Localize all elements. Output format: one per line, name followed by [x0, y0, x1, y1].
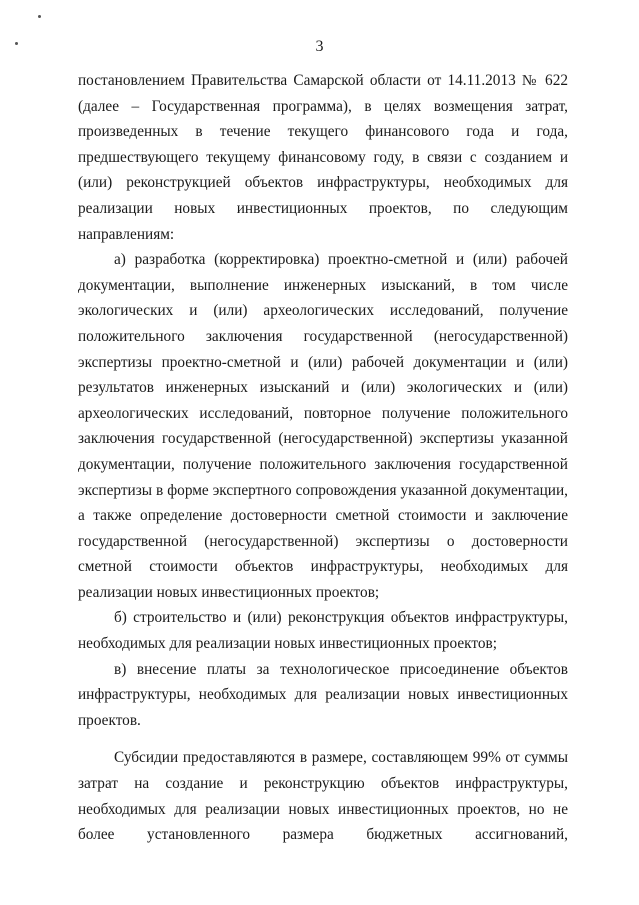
text-line: заключения государственной (негосударственной) экспертизы указанной [78, 430, 568, 448]
scan-speck [38, 15, 41, 18]
text-line: инфраструктуры, необходимых для реализации новых инвестиционных [78, 686, 568, 704]
text-line: положительного заключения государственной (негосударственной) [78, 327, 568, 345]
text-line: документации, получение положительного заключения государственной [78, 455, 568, 473]
text-line: проектов. [78, 711, 141, 729]
text-line: археологических исследований, повторное получение положительного [78, 404, 568, 422]
document-body [78, 68, 568, 848]
paragraph-gap [78, 733, 568, 745]
text-line: документации, выполнение инженерных изысканий, в том числе [78, 276, 568, 294]
text-line: (далее – Государственная программа), в целях возмещения затрат, [78, 97, 568, 115]
text-line: экспертизы проектно-сметной и (или) рабочей документации и (или) [78, 353, 568, 371]
paragraph-item-a [78, 247, 568, 605]
text-line: более установленного размера бюджетных ассигнований, [78, 826, 568, 844]
text-line: экологических и (или) археологических исследований, получение [78, 302, 568, 320]
text-line: направлениям: [78, 225, 175, 243]
page-number: 3 [315, 38, 324, 55]
paragraph-item-v [78, 657, 568, 734]
text-line: государственной (негосударственной) экспертизы о достоверности [78, 532, 568, 550]
text-line: постановлением Правительства Самарской области от 14.11.2013 № 622 [78, 72, 568, 89]
text-line: реализации новых инвестиционных проектов; [78, 583, 380, 601]
text-line: в) внесение платы за технологическое присоединение объектов [114, 660, 568, 678]
paragraph-intro [78, 68, 568, 247]
text-line: (или) реконструкцией объектов инфраструктуры, необходимых для [78, 174, 568, 192]
text-line: сметной стоимости объектов инфраструктуры, необходимых для [78, 558, 568, 576]
text-line: а) разработка (корректировка) проектно-сметной и (или) рабочей [114, 251, 568, 269]
text-line: экспертизы в форме экспертного сопровождения указанной документации, [78, 481, 568, 499]
text-line: необходимых для реализации новых инвестиционных проектов; [78, 635, 497, 653]
text-line: предшествующего текущему финансовому году, в связи с созданием и [78, 148, 568, 166]
paragraph-item-b [78, 605, 568, 656]
text-line: затрат на создание и реконструкцию объектов инфраструктуры, [78, 775, 568, 793]
text-line: а также определение достоверности сметной стоимости и заключение [78, 507, 568, 525]
text-line: необходимых для реализации новых инвестиционных проектов, но не [78, 800, 568, 818]
text-line: Субсидии предоставляются в размере, составляющем 99% от суммы [114, 749, 568, 767]
text-line: произведенных в течение текущего финансового года и года, [78, 123, 568, 141]
paragraph-subsidies [78, 745, 568, 847]
text-line: б) строительство и (или) реконструкция объектов инфраструктуры, [114, 609, 568, 627]
text-line: результатов инженерных изысканий и (или) экологических и (или) [78, 379, 568, 397]
text-line: реализации новых инвестиционных проектов, по следующим [78, 199, 568, 217]
